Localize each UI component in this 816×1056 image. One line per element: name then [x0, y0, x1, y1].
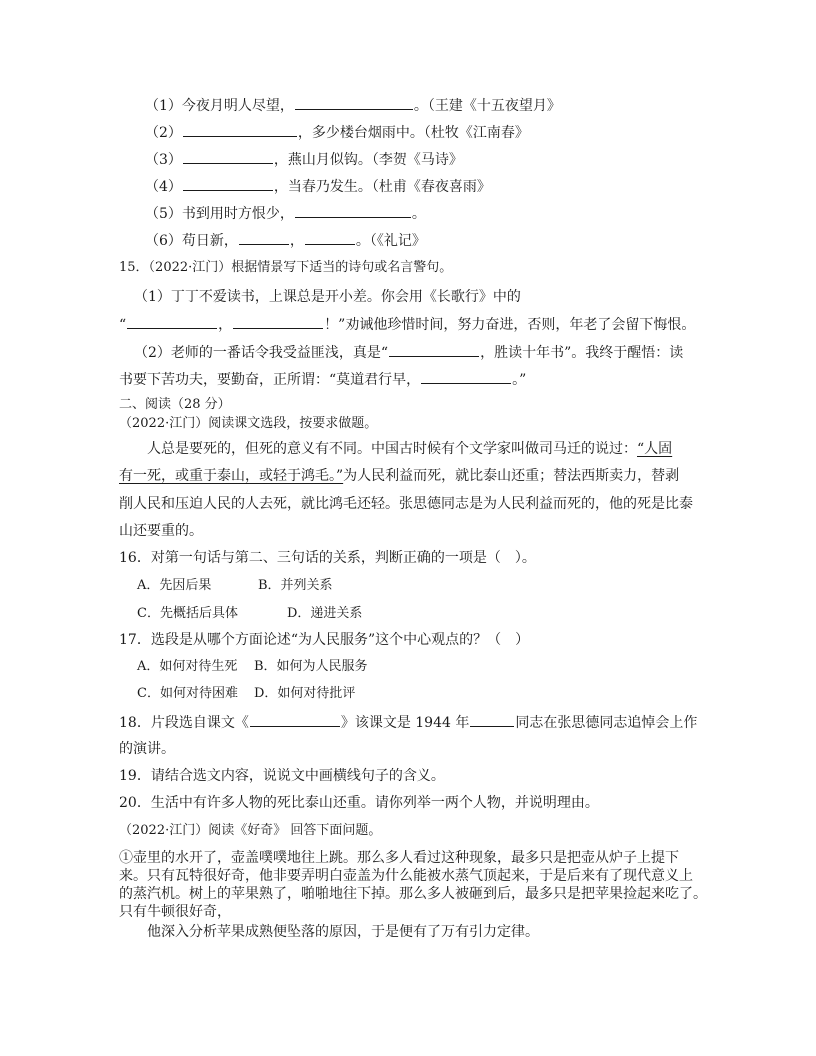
q18-text: 18．片段选自课文《: [119, 715, 249, 731]
underlined-quote: 有一死，或重于泰山，或轻于鸿毛。”: [119, 468, 344, 484]
q15-part1-line2: [119, 314, 695, 335]
passage-line-2: [119, 466, 679, 486]
q15-part2-quote: 书要下苦功夫，要勤奋，正所谓：“莫道君行早，: [119, 372, 421, 388]
q14-line-1-text: （1）今夜月明人尽望，: [145, 98, 294, 114]
passage-text: 人总是要死的，但死的意义有不同。中国古时候有个文学家叫做司马迁的说过：: [147, 441, 637, 457]
q15-part2-text-cont: ，胜读十年书”。我终于醒悟：读: [480, 345, 684, 361]
q14-line-5-end: 。: [411, 206, 426, 222]
answer-blank[interactable]: [183, 122, 297, 137]
q16-option-a[interactable]: A．先因后果: [137, 578, 212, 593]
q15-part2-text: （2）老师的一番话令我受益匪浅，真是“: [134, 345, 389, 361]
q14-line-1-source: 。（王建《十五夜望月》: [413, 98, 561, 114]
answer-blank[interactable]: [233, 314, 323, 329]
curiosity-line-1: ①壶里的水开了，壶盖噗噗地往上跳。那么多人看过这种现象，最多只是把壶从炉子上提下: [119, 850, 679, 866]
q14-line-3: [145, 149, 463, 170]
passage-line-4: 山还要重的。: [119, 523, 203, 539]
curiosity-line-3: 的蒸汽机。树上的苹果熟了，啪啪地往下掉。那么多人被砸到后，最多只是把苹果捡起来吃了。: [119, 886, 707, 902]
q14-line-6-source: 。（《礼记》: [355, 233, 426, 249]
q18-line-1: [119, 712, 697, 733]
q18-text-mid: 》该课文是 1944 年: [340, 715, 470, 731]
q15-part2-line1: [134, 342, 683, 363]
q15-part2-end: 。”: [512, 372, 527, 388]
section-title: 二、阅读（28 分）: [119, 397, 231, 412]
answer-blank[interactable]: [127, 314, 217, 329]
comma: ，: [218, 317, 233, 333]
passage-line-1: [147, 439, 672, 459]
q18-text-end: 同志在张思德同志追悼会上作: [515, 715, 698, 731]
q14-line-4-text: （4）: [145, 179, 182, 195]
curiosity-line-2: 来。只有瓦特很好奇，他非要弄明白壶盖为什么能被水蒸气顶起来，于是后来有了现代意义上: [119, 868, 693, 884]
curiosity-line-5: 他深入分析苹果成熟便坠落的原因，于是便有了万有引力定律。: [147, 924, 539, 940]
q14-line-4-source: ，当春乃发生。（杜甫《春夜喜雨》: [273, 179, 491, 195]
q14-line-5-text: （5）书到用时方恨少，: [145, 206, 294, 222]
q17-option-a[interactable]: A．如何对待生死: [137, 659, 238, 674]
answer-blank[interactable]: [183, 176, 273, 191]
q15-part1-text: ！”劝诫他珍惜时间，努力奋进，否则，年老了会留下悔恨。: [324, 317, 696, 333]
q14-line-2-text: （2）: [145, 125, 182, 141]
answer-blank[interactable]: [470, 712, 514, 727]
q14-line-2: [145, 122, 529, 143]
q16-option-c[interactable]: C．先概括后具体: [137, 606, 238, 621]
q16-option-d[interactable]: D．递进关系: [287, 606, 363, 621]
reading-intro: （2022·江门）阅读课文选段，按要求做题。: [119, 416, 378, 431]
answer-blank[interactable]: [250, 712, 340, 727]
answer-blank[interactable]: [305, 230, 355, 245]
q14-line-2-source: ，多少楼台烟雨中。（杜牧《江南春》: [297, 125, 529, 141]
answer-blank[interactable]: [389, 342, 479, 357]
q14-line-6-text: （6）苟日新，: [145, 233, 238, 249]
q17-stem: 17．选段是从哪个方面论述“为人民服务”这个中心观点的？（ ）: [119, 632, 530, 648]
q19-stem: 19．请结合选文内容，说说文中画横线句子的含义。: [119, 768, 445, 784]
q17-option-b[interactable]: B．如何为人民服务: [254, 659, 368, 674]
passage-text: 为人民利益而死，就比泰山还重；替法西斯卖力，替剥: [343, 468, 680, 484]
q14-line-6: [145, 230, 426, 251]
q16-stem: 16．对第一句话与第二、三句话的关系，判断正确的一项是（ ）。: [119, 550, 536, 566]
answer-blank[interactable]: [239, 230, 289, 245]
answer-blank[interactable]: [295, 95, 413, 110]
q14-line-6-comma: ，: [289, 233, 304, 249]
answer-blank[interactable]: [421, 369, 511, 384]
q14-line-4: [145, 176, 491, 197]
q14-line-3-text: （3）: [145, 152, 182, 168]
curiosity-line-4: 只有牛顿很好奇，: [119, 904, 231, 920]
q15-heading: 15．（2022·江门）根据情景写下适当的诗句或名言警句。: [119, 260, 453, 275]
q15-part2-line2: [119, 369, 526, 390]
quote-open: “: [119, 317, 127, 333]
curiosity-intro: （2022·江门）阅读《好奇》 回答下面问题。: [119, 823, 382, 838]
passage-line-3: 削人民和压迫人民的人去死，就比鸿毛还轻。张思德同志是为人民利益而死的，他的死是比泰: [119, 496, 693, 512]
underlined-quote: “人固: [637, 441, 673, 457]
q14-line-5: [145, 203, 426, 224]
q16-option-b[interactable]: B．并列关系: [258, 578, 333, 593]
q15-part1-line1: （1）丁丁不爱读书，上课总是开小差。你会用《长歌行》中的: [134, 289, 521, 305]
answer-blank[interactable]: [183, 149, 273, 164]
q17-option-c[interactable]: C．如何对待困难: [137, 686, 238, 701]
q20-stem: 20．生活中有许多人物的死比泰山还重。请你列举一两个人物，并说明理由。: [119, 795, 599, 811]
q18-line-2: 的演讲。: [119, 741, 175, 757]
q14-line-1: [145, 95, 561, 116]
answer-blank[interactable]: [295, 203, 411, 218]
q14-line-3-source: ，燕山月似钩。（李贺《马诗》: [273, 152, 463, 168]
q17-option-d[interactable]: D．如何对待批评: [254, 686, 356, 701]
